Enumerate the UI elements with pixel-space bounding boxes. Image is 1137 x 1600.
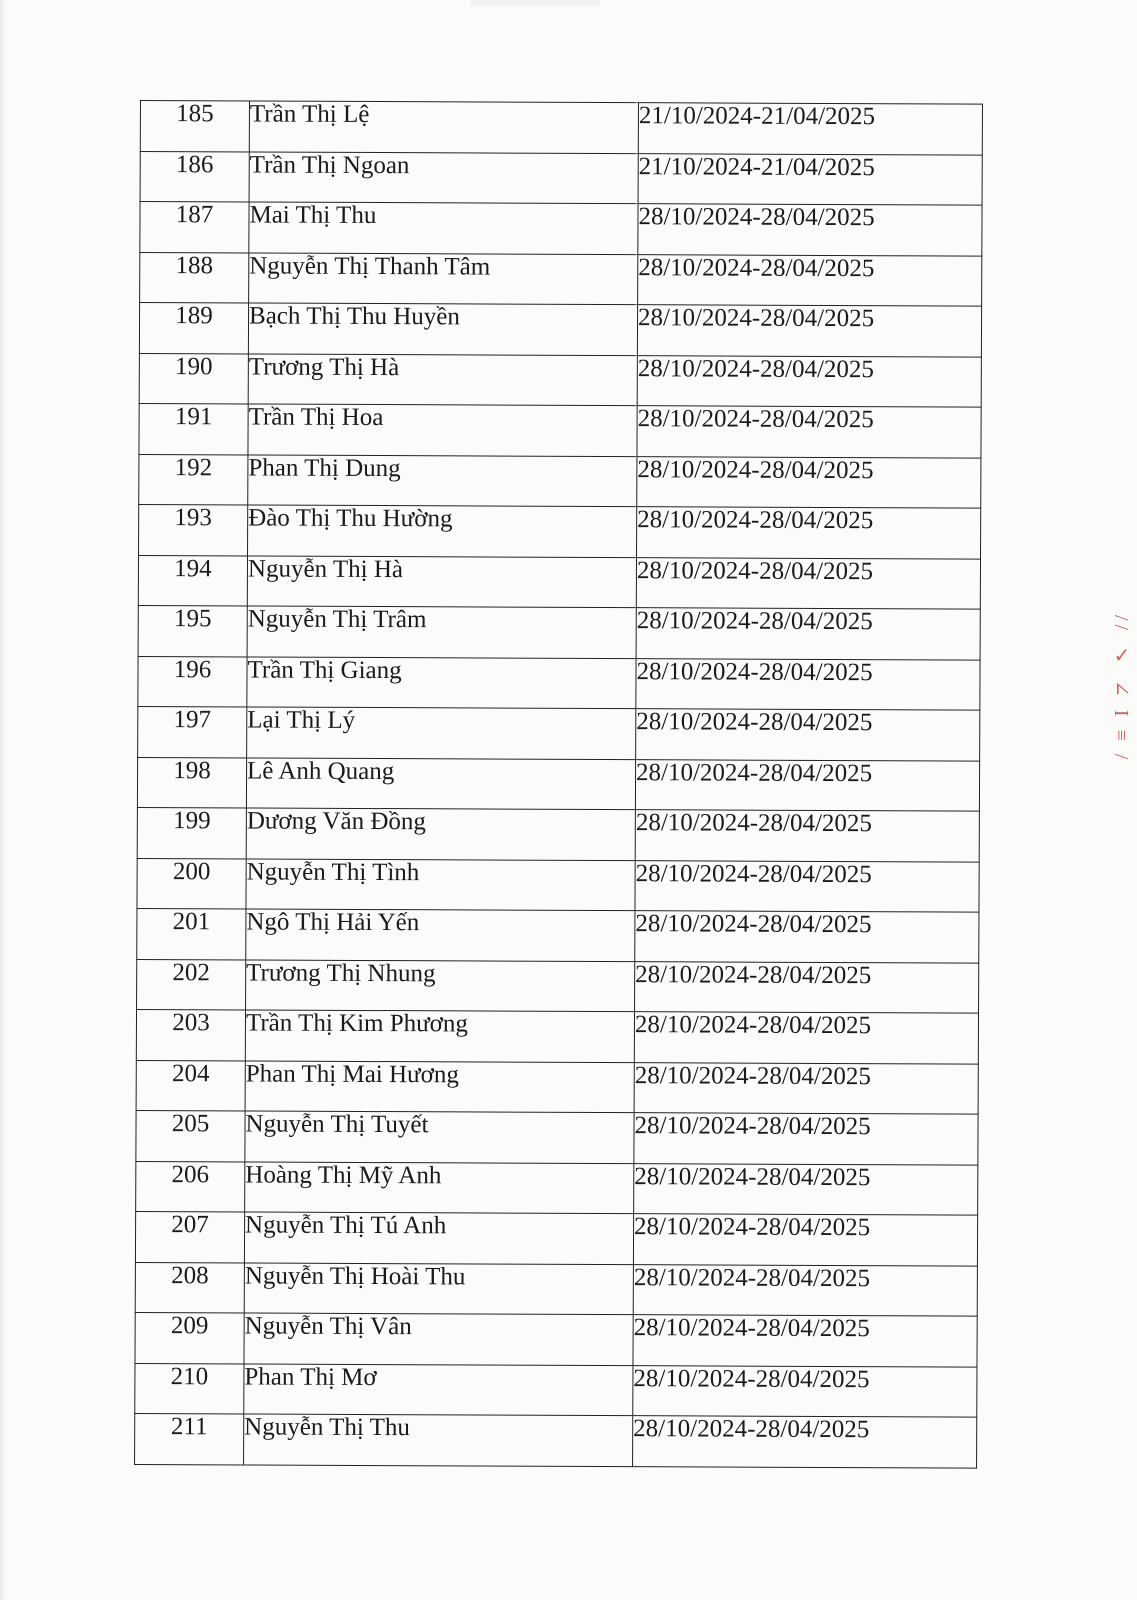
table-row bbox=[135, 1363, 977, 1417]
table-row bbox=[135, 1312, 977, 1366]
row-name-cell: Nguyễn Thị Thanh Tâm bbox=[249, 252, 638, 304]
row-period-cell: 28/10/2024-28/04/2025 bbox=[633, 1365, 977, 1417]
table-row bbox=[136, 1060, 978, 1114]
roster-table bbox=[134, 100, 983, 1468]
row-period-cell: 28/10/2024-28/04/2025 bbox=[634, 1012, 978, 1064]
row-period-cell: 28/10/2024-28/04/2025 bbox=[635, 759, 979, 811]
row-name-cell: Nguyễn Thị Hoài Thu bbox=[244, 1262, 633, 1314]
table-row bbox=[136, 1009, 978, 1063]
row-period-cell: 28/10/2024-28/04/2025 bbox=[637, 355, 981, 407]
row-period-cell: 28/10/2024-28/04/2025 bbox=[635, 961, 979, 1013]
table-row bbox=[138, 605, 980, 659]
row-number-cell: 190 bbox=[139, 353, 248, 404]
row-name-cell: Trần Thị Ngoan bbox=[249, 151, 638, 203]
row-name-cell: Trần Thị Hoa bbox=[248, 404, 637, 456]
row-name-cell: Ngô Thị Hải Yến bbox=[246, 909, 635, 961]
row-period-cell: 28/10/2024-28/04/2025 bbox=[636, 658, 980, 710]
row-name-cell: Đào Thị Thu Hường bbox=[248, 505, 637, 557]
row-name-cell: Trần Thị Lệ bbox=[249, 101, 638, 153]
row-number-cell: 199 bbox=[137, 807, 246, 858]
row-number-cell: 185 bbox=[140, 101, 249, 152]
row-name-cell: Nguyễn Thị Vân bbox=[244, 1313, 633, 1365]
row-number-cell: 209 bbox=[135, 1312, 244, 1363]
row-number-cell: 188 bbox=[140, 252, 249, 303]
page-edge-shadow bbox=[0, 0, 6, 1600]
row-number-cell: 204 bbox=[136, 1060, 245, 1111]
row-name-cell: Nguyễn Thị Tuyết bbox=[245, 1111, 634, 1163]
row-number-cell: 211 bbox=[135, 1413, 244, 1464]
row-name-cell: Trương Thị Hà bbox=[248, 353, 637, 405]
row-number-cell: 193 bbox=[139, 504, 248, 555]
row-name-cell: Phan Thị Mơ bbox=[244, 1363, 633, 1415]
row-name-cell: Trần Thị Giang bbox=[247, 656, 636, 708]
scan-smudge bbox=[470, 0, 600, 6]
table-row bbox=[138, 656, 980, 710]
table-row bbox=[139, 454, 981, 508]
table-row bbox=[137, 757, 979, 811]
row-number-cell: 205 bbox=[136, 1110, 245, 1161]
row-name-cell: Nguyễn Thị Hà bbox=[247, 555, 636, 607]
row-period-cell: 28/10/2024-28/04/2025 bbox=[636, 557, 980, 609]
row-name-cell: Trương Thị Nhung bbox=[246, 959, 635, 1011]
row-name-cell: Phan Thị Mai Hương bbox=[245, 1060, 634, 1112]
row-period-cell: 28/10/2024-28/04/2025 bbox=[636, 709, 980, 761]
row-number-cell: 197 bbox=[138, 706, 247, 757]
row-period-cell: 28/10/2024-28/04/2025 bbox=[633, 1214, 977, 1266]
row-period-cell: 21/10/2024-21/04/2025 bbox=[638, 153, 982, 205]
table-row bbox=[139, 403, 981, 457]
row-number-cell: 201 bbox=[137, 908, 246, 959]
row-name-cell: Nguyễn Thị Tú Anh bbox=[244, 1212, 633, 1264]
row-name-cell: Lại Thị Lý bbox=[247, 707, 636, 759]
row-period-cell: 21/10/2024-21/04/2025 bbox=[638, 103, 982, 155]
table-row bbox=[135, 1211, 977, 1265]
row-number-cell: 207 bbox=[135, 1211, 244, 1262]
row-period-cell: 28/10/2024-28/04/2025 bbox=[634, 1062, 978, 1114]
row-period-cell: 28/10/2024-28/04/2025 bbox=[636, 608, 980, 660]
row-name-cell: Hoàng Thị Mỹ Anh bbox=[245, 1161, 634, 1213]
row-number-cell: 210 bbox=[135, 1363, 244, 1414]
row-period-cell: 28/10/2024-28/04/2025 bbox=[634, 1113, 978, 1165]
roster-table-body bbox=[135, 101, 983, 1468]
row-period-cell: 28/10/2024-28/04/2025 bbox=[635, 810, 979, 862]
row-number-cell: 195 bbox=[138, 605, 247, 656]
row-period-cell: 28/10/2024-28/04/2025 bbox=[637, 305, 981, 357]
row-period-cell: 28/10/2024-28/04/2025 bbox=[638, 254, 982, 306]
row-name-cell: Lê Anh Quang bbox=[246, 757, 635, 809]
row-number-cell: 196 bbox=[138, 656, 247, 707]
table-row bbox=[140, 151, 982, 205]
row-period-cell: 28/10/2024-28/04/2025 bbox=[633, 1264, 977, 1316]
table-row bbox=[138, 706, 980, 760]
row-period-cell: 28/10/2024-28/04/2025 bbox=[634, 1163, 978, 1215]
table-row bbox=[139, 303, 981, 357]
row-number-cell: 192 bbox=[139, 454, 248, 505]
row-period-cell: 28/10/2024-28/04/2025 bbox=[637, 456, 981, 508]
row-period-cell: 28/10/2024-28/04/2025 bbox=[633, 1315, 977, 1367]
table-row bbox=[137, 959, 979, 1013]
row-period-cell: 28/10/2024-28/04/2025 bbox=[638, 204, 982, 256]
table-row bbox=[138, 555, 980, 609]
row-number-cell: 208 bbox=[135, 1262, 244, 1313]
table-row bbox=[137, 908, 979, 962]
row-name-cell: Nguyễn Thị Thu bbox=[244, 1414, 633, 1466]
table-row bbox=[137, 858, 979, 912]
table-row bbox=[136, 1110, 978, 1164]
row-number-cell: 194 bbox=[138, 555, 247, 606]
row-period-cell: 28/10/2024-28/04/2025 bbox=[635, 911, 979, 963]
table-row bbox=[135, 1413, 977, 1467]
row-name-cell: Bạch Thị Thu Huyền bbox=[248, 303, 637, 355]
table-row bbox=[135, 1262, 977, 1316]
row-name-cell: Mai Thị Thu bbox=[249, 202, 638, 254]
row-name-cell: Nguyễn Thị Trâm bbox=[247, 606, 636, 658]
row-number-cell: 206 bbox=[136, 1161, 245, 1212]
table-row bbox=[137, 807, 979, 861]
row-name-cell: Dương Văn Đồng bbox=[246, 808, 635, 860]
row-number-cell: 187 bbox=[140, 202, 249, 253]
row-number-cell: 200 bbox=[137, 858, 246, 909]
row-name-cell: Trần Thị Kim Phương bbox=[245, 1010, 634, 1062]
row-period-cell: 28/10/2024-28/04/2025 bbox=[633, 1416, 977, 1468]
row-number-cell: 186 bbox=[140, 151, 249, 202]
row-number-cell: 189 bbox=[139, 303, 248, 354]
row-period-cell: 28/10/2024-28/04/2025 bbox=[637, 507, 981, 559]
row-number-cell: 191 bbox=[139, 403, 248, 454]
table-row bbox=[136, 1161, 978, 1215]
table-row bbox=[140, 101, 982, 155]
row-number-cell: 198 bbox=[137, 757, 246, 808]
row-name-cell: Phan Thị Dung bbox=[248, 454, 637, 506]
row-period-cell: 28/10/2024-28/04/2025 bbox=[635, 860, 979, 912]
margin-stamp-mark: // ✓ ∠ I ≡ / bbox=[1110, 615, 1132, 764]
row-number-cell: 203 bbox=[136, 1009, 245, 1060]
row-name-cell: Nguyễn Thị Tình bbox=[246, 858, 635, 910]
table-row bbox=[139, 504, 981, 558]
table-row bbox=[140, 202, 982, 256]
table-row bbox=[139, 353, 981, 407]
row-number-cell: 202 bbox=[137, 959, 246, 1010]
table-row bbox=[140, 252, 982, 306]
row-period-cell: 28/10/2024-28/04/2025 bbox=[637, 406, 981, 458]
